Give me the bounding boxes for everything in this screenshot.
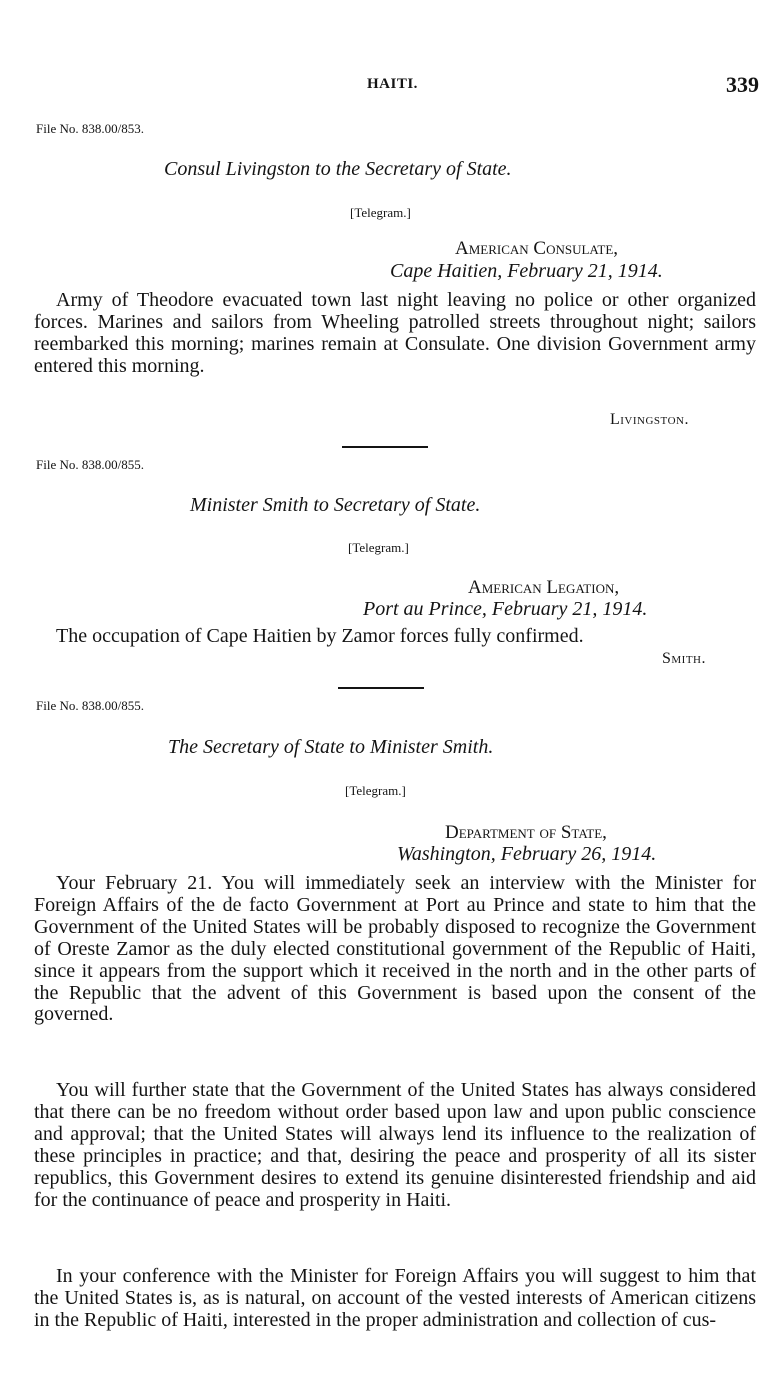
page-number: 339 [726,72,759,97]
section-divider [342,446,428,448]
signature: Livingston. [610,411,689,428]
sender-office: Department of State, [445,822,607,843]
telegram-body: The occupation of Cape Haitien by Zamor forces fully confirmed. [56,625,584,647]
place-date: Cape Haitien, February 21, 1914. [390,260,663,282]
sender-office: American Legation, [468,577,620,598]
signature: Smith. [662,650,707,667]
file-number: File No. 838.00/853. [36,121,144,136]
file-number: File No. 838.00/855. [36,698,144,713]
place-date: Port au Prince, February 21, 1914. [363,598,648,620]
section-divider [338,687,424,689]
telegram-label: [Telegram.] [350,205,411,220]
telegram-label: [Telegram.] [345,783,406,798]
running-head: HAITI. [367,76,418,92]
telegram-body: Army of Theodore evacuated town last night leaving no police or other organized forces. Marines and sailors from Wheeling patrolled streets throughout night; sailors reembarked this morning; marines remain at Consulate. One division Government army entered this morning. [34,289,756,377]
sender-office: American Consulate, [455,238,619,259]
telegram-label: [Telegram.] [348,540,409,555]
place-date: Washington, February 26, 1914. [397,843,657,865]
file-number: File No. 838.00/855. [36,457,144,472]
document-title: Consul Livingston to the Secretary of State. [164,158,512,180]
document-title: The Secretary of State to Minister Smith. [168,736,494,758]
telegram-paragraph: Your February 21. You will immediately seek an interview with the Minister for Foreign Affairs of the de facto Government at Port au Prince and state to him that the Government of the United States will be probably disposed to recognize the Government of Oreste Zamor as the duly elected constitutional government of the Republic of Haiti, since it appears from the support which it received in the north and in the other parts of the Republic that the advent of this Government is based upon the consent of the governed. [34,872,756,1026]
telegram-paragraph: You will further state that the Government of the United States has always considered that there can be no freedom without order based upon law and upon public conscience and approval; that the United States will always lend its influence to the realization of these principles in practice; and that, desiring the peace and prosperity of all its sister republics, this Government desires to extend its genuine disinterested friendship and aid for the continuance of peace and prosperity in Haiti. [34,1079,756,1211]
document-title: Minister Smith to Secretary of State. [190,494,481,516]
telegram-paragraph: In your conference with the Minister for Foreign Affairs you will suggest to him that the United States is, as is natural, on account of the vested interests of American citizens in the Republic of Haiti, interested in the proper administration and collection of cus- [34,1265,756,1331]
